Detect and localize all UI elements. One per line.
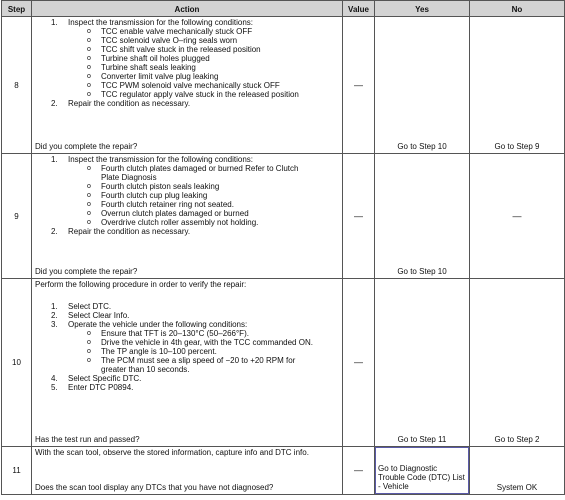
- value-cell: —: [343, 279, 375, 447]
- table-row-step-9: [2, 154, 565, 279]
- condition-item: o Turbine shaft oil holes plugged: [87, 54, 210, 63]
- circle-bullet-icon: o: [87, 28, 91, 35]
- step-text: Select DTC.: [68, 302, 112, 311]
- action-step: [51, 383, 342, 392]
- step-number: 10: [2, 279, 32, 447]
- step-text: Enter DTC P0894.: [68, 383, 134, 392]
- procedure-intro: With the scan tool, observe the stored information, capture info and DTC info.: [35, 448, 309, 457]
- header-yes: Yes: [375, 1, 470, 17]
- header-step: Step: [2, 1, 32, 17]
- action-cell: [32, 279, 343, 447]
- step-index: 1.: [51, 155, 58, 164]
- circle-bullet-icon: o: [87, 37, 91, 44]
- condition-item: o TCC solenoid valve O–ring seals worn: [87, 36, 238, 45]
- no-cell: [470, 279, 565, 447]
- action-cell: [32, 447, 343, 495]
- question-text: Did you complete the repair?: [35, 267, 138, 276]
- condition-item: o Ensure that TFT is 20–130°C (50–266°F).: [87, 329, 249, 338]
- question-text: Does the scan tool display any DTCs that you have not diagnosed?: [35, 483, 274, 492]
- circle-bullet-icon: o: [87, 330, 91, 337]
- step-number: 9: [2, 154, 32, 279]
- circle-bullet-icon: o: [87, 165, 91, 172]
- condition-item: o Turbine shaft seals leaking: [87, 63, 196, 72]
- table-row-step-8: [2, 17, 565, 154]
- condition-item: o Fourth clutch retainer ring not seated.: [87, 200, 234, 209]
- step-index: 3.: [51, 320, 58, 329]
- circle-bullet-icon: o: [87, 357, 91, 364]
- no-answer: Go to Step 2: [494, 435, 540, 444]
- no-answer: System OK: [496, 483, 538, 492]
- header-value: Value: [343, 1, 375, 17]
- header-row: [2, 1, 565, 17]
- step-text: Select Specific DTC.: [68, 374, 142, 383]
- circle-bullet-icon: o: [87, 339, 91, 346]
- step-number: 11: [2, 447, 32, 495]
- circle-bullet-icon: o: [87, 73, 91, 80]
- action-step: [51, 302, 342, 311]
- no-cell: [470, 447, 565, 495]
- circle-bullet-icon: o: [87, 46, 91, 53]
- condition-item: o Fourth clutch piston seals leaking: [87, 182, 220, 191]
- circle-bullet-icon: o: [87, 55, 91, 62]
- table-row-step-10: [2, 279, 565, 447]
- dtc-list-link[interactable]: [375, 447, 469, 494]
- condition-list: [68, 329, 342, 374]
- step-number: 8: [2, 17, 32, 154]
- yes-cell: [375, 154, 470, 279]
- action-step: [51, 374, 342, 383]
- step-text: Operate the vehicle under the following conditions:: [68, 320, 248, 329]
- value-cell: —: [343, 17, 375, 154]
- step-text: Repair the condition as necessary.: [68, 99, 191, 108]
- yes-cell: [375, 17, 470, 154]
- condition-item: o TCC regulator apply valve stuck in the released position: [87, 90, 299, 99]
- yes-answer: Go to Step 11: [397, 435, 447, 444]
- action-cell: [32, 154, 343, 279]
- no-cell: [470, 17, 565, 154]
- condition-item: o Fourth clutch cup plug leaking: [87, 191, 208, 200]
- step-index: 1.: [51, 18, 58, 27]
- header-action: Action: [32, 1, 343, 17]
- circle-bullet-icon: o: [87, 91, 91, 98]
- action-step: [51, 227, 342, 236]
- action-steps: [32, 298, 342, 392]
- action-step: [51, 320, 342, 374]
- step-index: 5.: [51, 383, 58, 392]
- condition-item: o Converter limit valve plug leaking: [87, 72, 219, 81]
- condition-item: o TCC shift valve stuck in the released position: [87, 45, 261, 54]
- step-text: Repair the condition as necessary.: [68, 227, 191, 236]
- step-index: 2.: [51, 99, 58, 108]
- condition-item: o TCC PWM solenoid valve mechanically stuck OFF: [87, 81, 280, 90]
- condition-item: o Fourth clutch plates damaged or burned Refer to Clutch Plate Diagnosis: [87, 164, 299, 182]
- step-index: 2.: [51, 227, 58, 236]
- step-index: 1.: [51, 302, 58, 311]
- condition-item: o Drive the vehicle in 4th gear, with the TCC commanded ON.: [87, 338, 313, 347]
- circle-bullet-icon: o: [87, 183, 91, 190]
- circle-bullet-icon: o: [87, 219, 91, 226]
- action-step: [51, 155, 342, 227]
- action-step: [51, 311, 342, 320]
- table-row-step-11: [2, 447, 565, 495]
- step-text: Inspect the transmission for the following conditions:: [68, 18, 253, 27]
- no-cell: [470, 154, 565, 279]
- question-text: Did you complete the repair?: [35, 142, 138, 151]
- action-step: [51, 18, 342, 99]
- diagnostic-table: [1, 0, 565, 495]
- value-cell: —: [343, 447, 375, 495]
- step-text: Select Clear Info.: [68, 311, 130, 320]
- step-index: 2.: [51, 311, 58, 320]
- step-index: 4.: [51, 374, 58, 383]
- action-steps: [32, 17, 342, 108]
- header-no: No: [470, 1, 565, 17]
- no-answer: Go to Step 9: [494, 142, 540, 151]
- action-steps: [32, 154, 342, 236]
- condition-list: [68, 27, 342, 99]
- condition-item: o Overdrive clutch roller assembly not holding.: [87, 218, 259, 227]
- condition-list: [68, 164, 342, 227]
- circle-bullet-icon: o: [87, 64, 91, 71]
- yes-answer[interactable]: Go to Diagnostic Trouble Code (DTC) List - Vehicle: [378, 464, 465, 491]
- condition-item: o The TP angle is 10–100 percent.: [87, 347, 217, 356]
- condition-item: o Overrun clutch plates damaged or burned: [87, 209, 249, 218]
- no-answer: —: [512, 210, 522, 221]
- step-text: Inspect the transmission for the following conditions:: [68, 155, 253, 164]
- yes-answer: Go to Step 10: [397, 142, 447, 151]
- question-text: Has the test run and passed?: [35, 435, 140, 444]
- circle-bullet-icon: o: [87, 348, 91, 355]
- circle-bullet-icon: o: [87, 192, 91, 199]
- circle-bullet-icon: o: [87, 210, 91, 217]
- action-step: [51, 99, 342, 108]
- yes-answer: Go to Step 10: [397, 267, 447, 276]
- yes-cell: [375, 279, 470, 447]
- yes-cell[interactable]: [375, 447, 470, 495]
- circle-bullet-icon: o: [87, 82, 91, 89]
- condition-item: o The PCM must see a slip speed of −20 to +20 RPM for greater than 10 seconds.: [87, 356, 296, 374]
- value-cell: —: [343, 154, 375, 279]
- condition-item: o TCC enable valve mechanically stuck OFF: [87, 27, 253, 36]
- procedure-intro: Perform the following procedure in order to verify the repair:: [35, 280, 247, 289]
- action-cell: [32, 17, 343, 154]
- circle-bullet-icon: o: [87, 201, 91, 208]
